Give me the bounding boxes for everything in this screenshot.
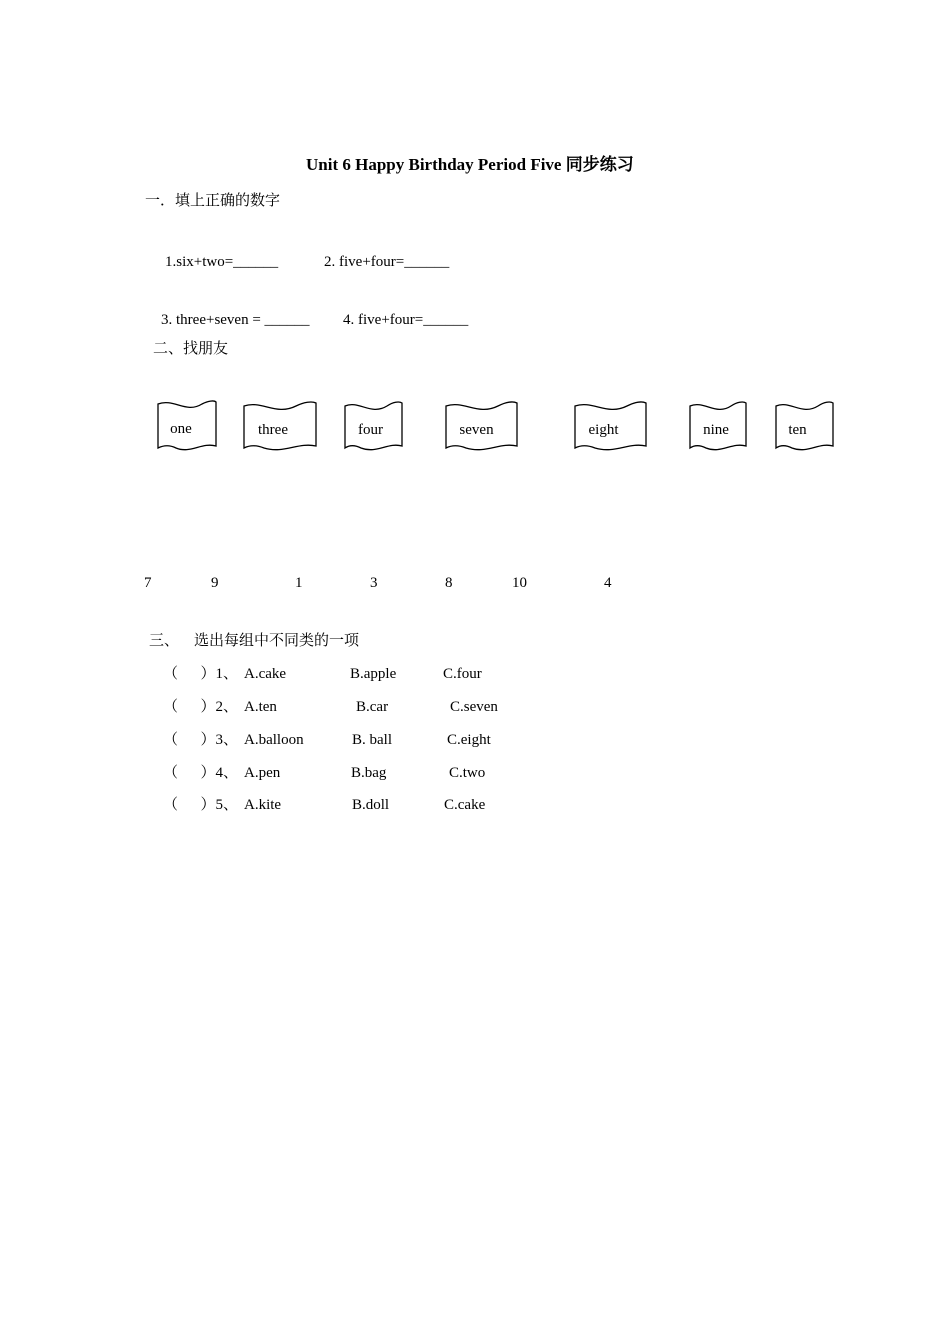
number-item: 7 [144,575,152,591]
number-item: 9 [211,575,219,591]
choice-b: B. ball [352,732,392,748]
choice-number: （ ）2、 [163,699,239,715]
choice-a: A.ten [244,699,277,715]
choice-c: C.cake [444,797,486,813]
question-1-3: 3. three+seven = ______ [161,312,310,328]
word-card-label: three [258,422,288,438]
choice-a: A.balloon [244,732,304,748]
word-card-one [156,398,218,452]
choice-a: A.kite [244,797,282,813]
section3-heading: 三、 选出每组中不同类的一项 [149,633,360,649]
question-1-1: 1.six+two=______ [165,254,279,270]
choice-b: B.car [356,699,389,715]
word-card-label: one [170,421,192,437]
choice-b: B.apple [350,666,397,682]
word-card-label: eight [588,422,619,438]
choice-a: A.pen [244,765,281,781]
choice-number: （ ）4、 [163,765,239,781]
question-1-2: 2. five+four=______ [324,254,450,270]
word-card-label: seven [459,422,494,438]
choice-b: B.doll [352,797,390,813]
section1-heading: 一．填上正确的数字 [145,193,281,209]
choice-number: （ ）5、 [163,797,239,813]
choice-number: （ ）3、 [163,732,239,748]
word-card-three [242,398,318,452]
choice-number: （ ）1、 [163,666,239,682]
word-card-label: four [358,422,383,438]
choice-c: C.seven [450,699,498,715]
word-card-nine [688,398,748,452]
word-card-eight [573,398,648,452]
number-item: 8 [445,575,453,591]
choice-a: A.cake [244,666,287,682]
choice-c: C.eight [447,732,491,748]
question-1-4: 4. five+four=______ [343,312,469,328]
number-item: 3 [370,575,378,591]
word-card-label: nine [703,422,729,438]
section2-heading: 二、找朋友 [153,341,229,357]
choice-b: B.bag [351,765,387,781]
word-card-four [343,398,404,452]
word-card-ten [774,398,835,452]
number-item: 10 [512,575,527,591]
number-item: 1 [295,575,303,591]
page-title: Unit 6 Happy Birthday Period Five 同步练习 [306,155,634,174]
choice-c: C.four [443,666,482,682]
choice-c: C.two [449,765,486,781]
word-card-label: ten [788,422,807,438]
number-item: 4 [604,575,612,591]
word-card-seven [444,398,519,452]
